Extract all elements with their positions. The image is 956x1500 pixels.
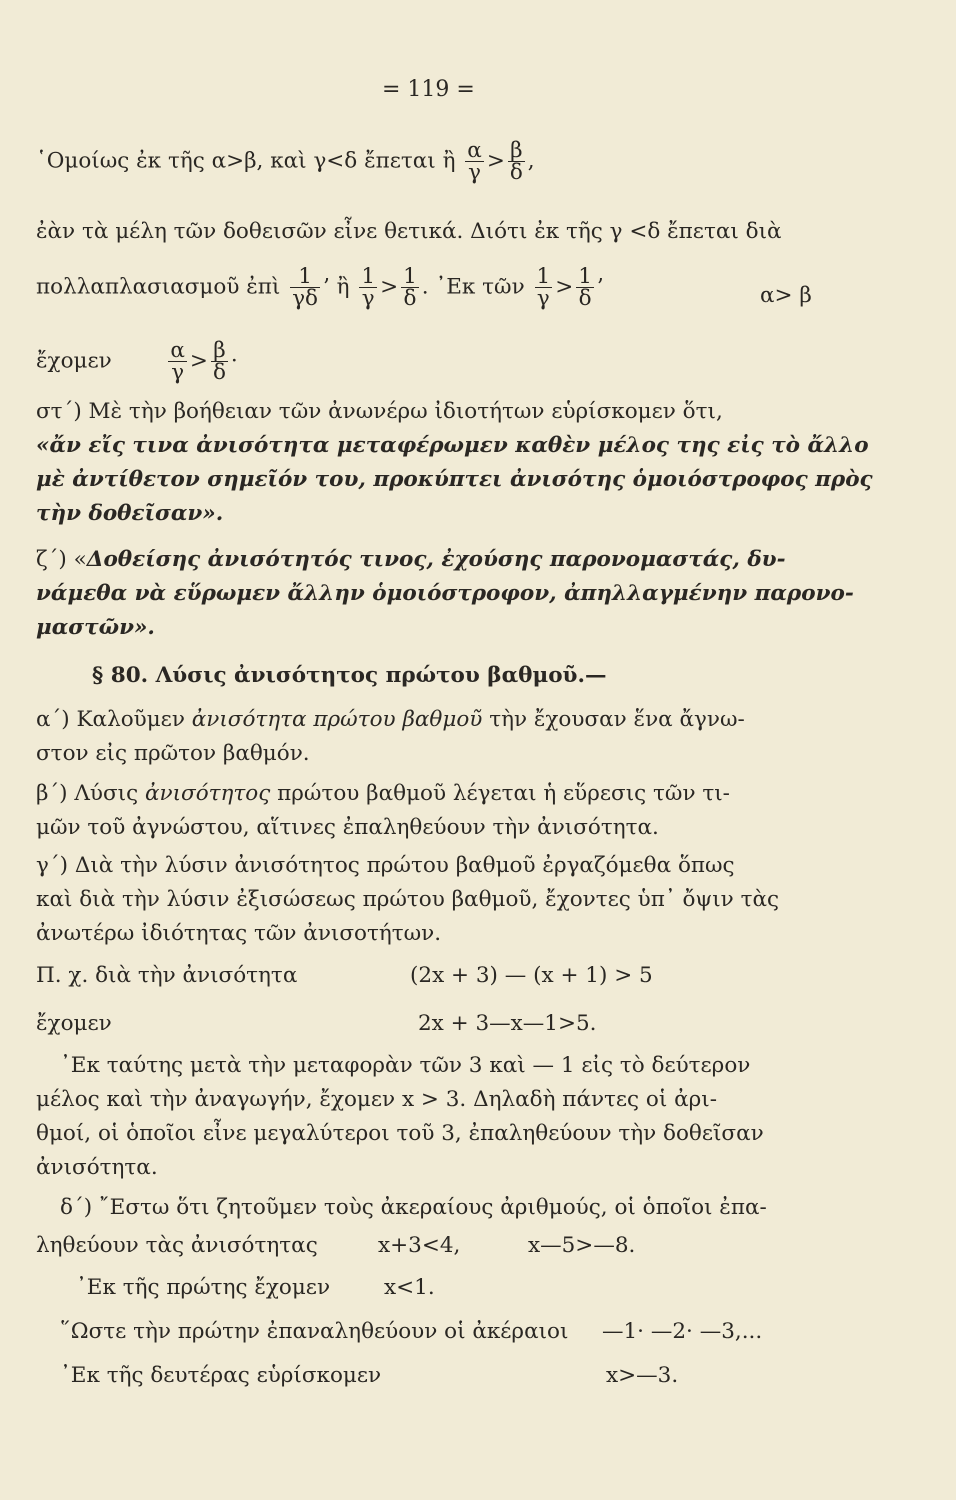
- frac-num: 1: [290, 266, 320, 288]
- text-line: ληθεύουν τὰς ἀνισότητας: [36, 1233, 318, 1258]
- fraction: [168, 340, 187, 383]
- frac-den: γ: [171, 360, 185, 385]
- text-line: θμοί, οἱ ὁποῖοι εἶνε μεγαλύτεροι τοῦ 3, ἐπαληθεύουν τὴν δοθεῖσαν: [36, 1121, 764, 1146]
- text-line: μαστῶν».: [36, 615, 155, 640]
- text-span: ζ΄) «: [36, 547, 87, 572]
- text-line: [36, 706, 745, 734]
- text-line: μὲ ἀντίθετον σημεῖόν του, προκύπτει ἀνισότης ὁμοιόστροφος πρὸς: [36, 467, 873, 492]
- text-span: ἀνισότητα πρώτου βαθμοῦ: [191, 707, 483, 732]
- text-span: ἔχομεν: [36, 348, 112, 374]
- text-line: ᾿Εκ ταύτης μετὰ τὴν μεταφορὰν τῶν 3 καὶ — 1 εἰς τὸ δεύτερον: [60, 1053, 751, 1078]
- math-expression: x<1.: [384, 1275, 435, 1300]
- frac-num: β: [508, 140, 525, 162]
- fraction: [576, 266, 594, 309]
- math-expression: (2x + 3) — (x + 1) > 5: [410, 963, 653, 988]
- text-span: >: [555, 274, 574, 300]
- math-expression: —1· —2· —3,...: [602, 1319, 763, 1344]
- text-line: ἀνωτέρω ἰδιότητας τῶν ἀνισοτήτων.: [36, 921, 442, 946]
- frac-num: β: [211, 340, 228, 362]
- text-line: [36, 340, 238, 383]
- fraction: [508, 140, 525, 183]
- fraction: [290, 266, 320, 309]
- text-span: α΄) Καλοῦμεν: [36, 707, 185, 732]
- frac-num: 1: [361, 264, 376, 289]
- text-line: καὶ διὰ τὴν λύσιν ἐξισώσεως πρώτου βαθμοῦ, ἔχοντες ὑπ᾿ ὄψιν τὰς: [36, 887, 780, 912]
- text-line: μῶν τοῦ ἀγνώστου, αἵτινες ἐπαληθεύουν τὴν ἀνισότητα.: [36, 815, 659, 840]
- text-span: τὴν ἔχουσαν ἕνα ἄγνω-: [489, 707, 745, 732]
- frac-den: δ: [403, 286, 417, 311]
- text-line: ῞Ωστε τὴν πρώτην ἐπαναληθεύουν οἱ ἀκέραιοι: [60, 1319, 569, 1344]
- math-expression: 2x + 3—x—1>5.: [418, 1011, 597, 1036]
- text-line: ᾿Εκ τῆς δευτέρας εὑρίσκομεν: [60, 1363, 382, 1388]
- text-span: >: [486, 148, 505, 174]
- frac-num: 1: [578, 264, 592, 289]
- text-line: γ΄) Διὰ τὴν λύσιν ἀνισότητος πρώτου βαθμοῦ ἐργαζόμεθα ὅπως: [36, 853, 735, 878]
- text-span: α> β: [760, 283, 812, 308]
- text-line: ἔχομεν: [36, 1011, 112, 1036]
- text-span: ’ ἢ: [322, 274, 350, 300]
- text-line: [36, 962, 297, 990]
- text-span: . ᾿Εκ τῶν: [421, 274, 525, 300]
- text-span: >: [380, 274, 399, 300]
- text-span: πολλαπλασιασμοῦ ἐπὶ: [36, 274, 281, 300]
- fraction: [359, 266, 377, 309]
- page-number: = 119 =: [382, 77, 475, 102]
- text-line: στον εἰς πρῶτον βαθμόν.: [36, 741, 310, 766]
- text-span: ·: [230, 348, 238, 374]
- frac-den: γ: [536, 286, 550, 311]
- text-span: >: [189, 348, 208, 374]
- text-span: Π. χ. διὰ τὴν ἀνισότητα: [36, 963, 298, 988]
- text-line: [36, 780, 730, 808]
- frac-den: γ: [361, 286, 375, 311]
- text-line: [36, 140, 535, 183]
- text-span: πρώτου βαθμοῦ λέγεται ἡ εὕρεσις τῶν τι-: [277, 781, 730, 806]
- frac-den: δ: [578, 286, 592, 311]
- text-line: μέλος καὶ τὴν ἀναγωγήν, ἔχομεν x > 3. Δηλαδὴ πάντες οἱ ἀρι-: [36, 1087, 717, 1112]
- text-line: τὴν δοθεῖσαν».: [36, 501, 224, 526]
- fraction: [535, 266, 553, 309]
- fraction: [401, 266, 419, 309]
- text-line: δ΄) ῎Εστω ὅτι ζητοῦμεν τοὺς ἀκεραίους ἀριθμούς, οἱ ὁποῖοι ἐπα-: [60, 1195, 767, 1220]
- text-line: ἀνισότητα.: [36, 1155, 158, 1180]
- text-span: ,: [527, 148, 535, 174]
- frac-num: α: [467, 138, 482, 163]
- text-line: «ἄν εἴς τινα ἀνισότητα μεταφέρωμεν καθὲν μέλος της εἰς τὸ ἄλλο: [36, 433, 869, 458]
- math-expression: x—5>—8.: [528, 1233, 636, 1258]
- frac-den: γ: [468, 160, 481, 185]
- text-line: νάμεθα νὰ εὕρωμεν ἄλλην ὁμοιόστροφον, ἀπηλλαγμένην παρονο-: [36, 581, 854, 606]
- frac-num: α: [170, 338, 185, 363]
- text-line: στ΄) Μὲ τὴν βοήθειαν τῶν ἀνωνέρω ἰδιοτήτων εὑρίσκομεν ὅτι,: [36, 399, 723, 424]
- text-span: ’: [596, 274, 604, 300]
- text-span: ῾Ομοίως ἐκ τῆς α>β, καὶ γ<δ ἔπεται ἢ: [36, 148, 456, 174]
- text-line: [36, 266, 604, 309]
- math-expression: x>—3.: [606, 1363, 679, 1388]
- math-expression: x+3<4,: [378, 1233, 461, 1258]
- section-heading: § 80. Λύσις ἀνισότητος πρώτου βαθμοῦ.—: [92, 663, 607, 688]
- frac-num: 1: [536, 264, 551, 289]
- text-line: ᾿Εκ τῆς πρώτης ἔχομεν: [76, 1275, 331, 1300]
- text-span: β΄) Λύσις: [36, 781, 139, 806]
- frac-num: 1: [403, 264, 417, 289]
- text-line: ἐὰν τὰ μέλη τῶν δοθεισῶν εἶνε θετικά. Διότι ἐκ τῆς γ <δ ἔπεται διὰ: [36, 219, 782, 244]
- frac-den: δ: [212, 360, 226, 385]
- text-span: Δοθείσης ἀνισότητός τινος, ἐχούσης παρονομαστάς, δυ-: [86, 547, 786, 572]
- fraction: [465, 140, 484, 183]
- fraction: [211, 340, 228, 383]
- frac-den: γδ: [292, 286, 318, 311]
- text-line: [36, 546, 786, 574]
- text-span: ἀνισότητος: [145, 781, 271, 806]
- frac-den: δ: [509, 160, 523, 185]
